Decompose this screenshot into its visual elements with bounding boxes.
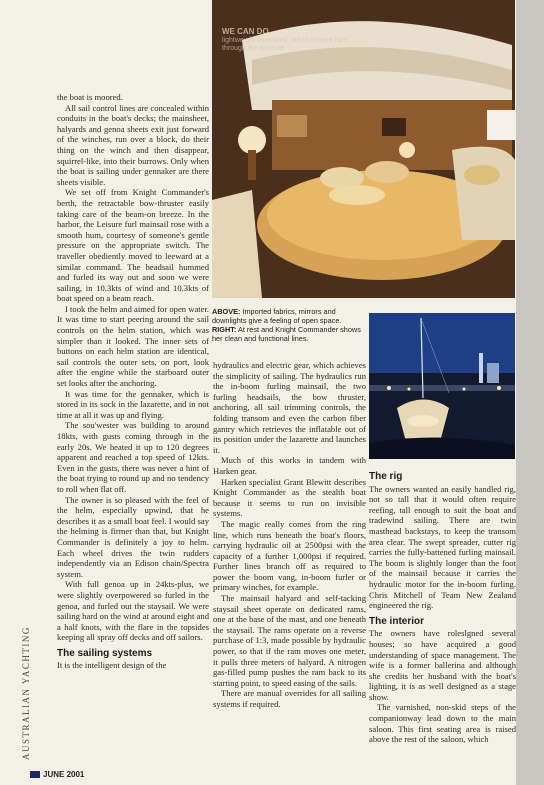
spine-label [9,590,31,760]
caption-above-text: Imported fabrics, mirrors and downlights give a feeling of open space. [212,307,342,325]
paragraph: It was time for the gennaker, which is stored in its sock in the lazarette, and in not time at all it was up and flying. [57,388,209,420]
page-edge-shadow [516,0,544,785]
text-column-3 [369,472,516,745]
section-heading-interior: The interior [369,615,425,627]
caption-above-label: ABOVE: [212,307,241,316]
paragraph: hydraulics and electric gear, which achieves the simplicity of sailing. The hydraulics run the in-boom furling mainsail, the two furling headsails, the bow thruster, anchoring, all sail trimming controls, the folding transom and even the carbon fiber gantry which retrieves the inflatable out of its position under the lazarette and launches it. [213,360,366,455]
paragraph: I took the helm and aimed for open water. It was time to start peering around the sail controls on the helm station, which was simpler than it looked. The inner sets of buttons on each helm station are identical, sail controls the outer sets, on port, look after the engine while the starboard outer set looks after the anchoring. [57,303,209,389]
caption-right-label: RIGHT: [212,325,237,334]
magazine-logo [30,771,40,778]
paragraph: With full genoa up in 24kts-plus, we were slightly overpowered so furled in the genoa, and furled out the staysail. We were sailing hard on the wind at around eight and a half knots, with the flare in the topsides keeping all spray off decks and off sailors. [57,579,209,643]
photo-caption [212,307,365,343]
text-column-1 [57,92,209,671]
paragraph: There are manual overrides for all sailing systems if required. [213,688,366,709]
footer-date: JUNE 2001 [43,770,85,779]
paragraph: Harken specialist Grant Blewitt describes Knight Commander as the stealth boat because it seems to run on invisible systems. [213,476,366,519]
paragraph: The magic really comes from the ring line, which runs beneath the boat's floors, carrying hydraulic oil at 2500psi with the capacity of a further 1,000psi if required. Further lines branch off as required to power the boom vang, in-boom furler or primary winches, for example. [213,518,366,593]
paragraph: We set off from Knight Commander's berth, the retractable bow-thruster easily taking care of the beam-on breeze. In the harbor, the Leisure furl mainsail rose with a smooth hum, courtesy of someone's gentle pressure on the appropriate switch. The traveller obediently moved to leeward at a similar command. The headsail hummed and furled its way out and soon we were sailing, in 10.3kts of wind and 10.3kts of boat speed on a beam reach. [57,187,209,304]
paragraph: All sail control lines are concealed within conduits in the boat's decks; the mainsheet, halyards and genoa sheets exit just forward of the winches, run over a block, do their thing on the winch and then disappear, squirrel-like, into their burrows. Only when the boat is sailing under gennaker are there sheets visible. [57,102,209,187]
overlay-heading: WE CAN DO [222,27,269,36]
text-column-2 [213,360,366,710]
paragraph: The varnished, non-skid steps of the companionway lead down to the main saloon. This first seating area is raised above the rest of the saloon, which [369,702,516,745]
yacht-illustration [369,313,515,459]
paragraph: It is the intelligent design of the [57,660,167,671]
paragraph: the boat is moored. [57,92,123,102]
overlay-text: lightweight laminated, set to receive light through the porthole [222,36,348,52]
paragraph: Much of this works in tandem with Harken gear. [213,455,366,476]
paragraph: The owners have roleslgned several houses; so have acquired a good understanding of space management. The wife is a former ballerina and although she credits her husband with the boat's lighting, it is as well designed as a stage show. [369,628,516,702]
paragraph: The owner is so pleased with the feel of the helm, especially upwind, that he describes it as a small boat feel. I would say the helming is firmer than that, but Knight Commander is definitely a joy to helm. Each wheel drives the twin rudders independently via an Edison chain/Spectra system. [57,494,209,579]
section-heading-sailing-systems: The sailing systems [57,647,153,659]
page-footer [30,770,84,779]
paragraph: The sou'wester was building to around 18kts, with gusts coming through in the early 20s. We heated it up to 120 degrees apparent and reached a top speed of 12kts. Even in the gusts, there was never a hint of the boat trying to round up and no tendency to roll when flat off. [57,420,209,494]
caption-right-text: At rest and Knight Commander shows her clean and functional lines. [212,325,361,343]
photo-overlay-caption [222,28,352,54]
paragraph: The owners wanted an easily handled rig, not so tall that it would often require reefing, tall enough to suit the boat and tradewind sailing. There are twin masthead backstays, to keep the transom area clear. The swept spreader, cutter rig carries the fully-battened furling mainsail. The boom is slightly longer than the foot of the mainsail because it carries the hydraulic motor for the in-boom furling. Chris Mitchell of Team New Zealand engineered the rig. [369,483,516,611]
yacht-night-photo [369,313,515,459]
spine-text: AUSTRALIAN YACHTING [21,626,31,760]
paragraph: The mainsail halyard and self-tacking staysail sheet operate on dedicated rams, one at the base of the mast, and one beneath the staysail. The rams operate on a reverse purchase of 1:3, made possible by hydraulic power, so that if the ram moves one meter, it pulls three meters of halyard. A nitrogen gas-filled pump pushes the ram back to its starting point, to speed easing of the sails. [213,593,366,688]
section-heading-rig: The rig [369,471,403,482]
